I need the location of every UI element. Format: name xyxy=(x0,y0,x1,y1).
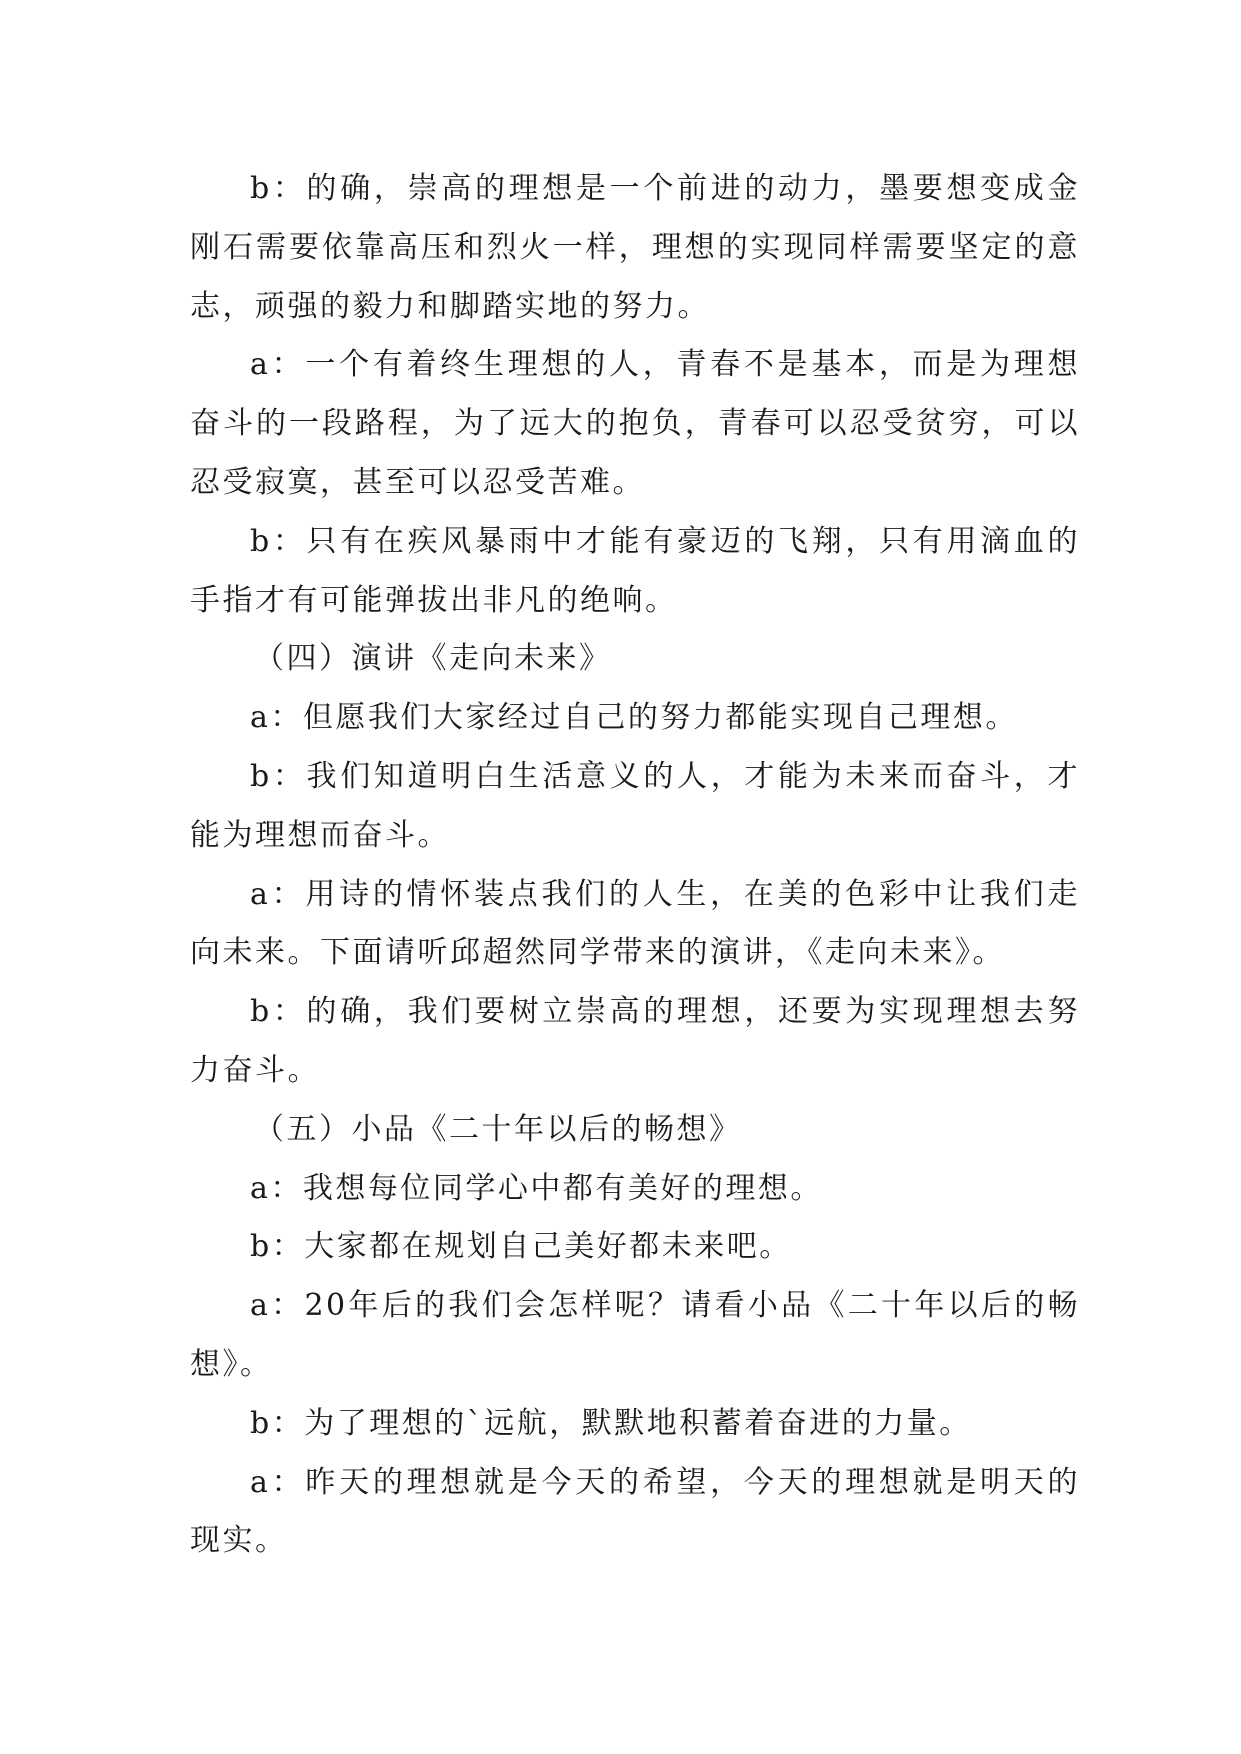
paragraph: a：昨天的理想就是今天的希望，今天的理想就是明天的现实。 xyxy=(190,1464,1080,1559)
paragraph: b：为了理想的`远航，默默地积蓄着奋进的力量。 xyxy=(250,1405,972,1441)
paragraph: b：的确，我们要树立崇高的理想，还要为实现理想去努力奋斗。 xyxy=(190,994,1080,1088)
paragraph: a：但愿我们大家经过自己的努力都能实现自己理想。 xyxy=(250,700,1018,736)
paragraph: b：只有在疾风暴雨中才能有豪迈的飞翔，只有用滴血的手指才有可能弹拔出非凡的绝响。 xyxy=(190,523,1080,618)
section-heading: （五）小品《二十年以后的畅想》 xyxy=(254,1111,742,1147)
paragraph: a：一个有着终生理想的人，青春不是基本，而是为理想奋斗的一段路程，为了远大的抱负，青春可以忍受贫穷，可以忍受寂寞，甚至可以忍受苦难。 xyxy=(190,347,1080,500)
paragraph: b：大家都在规划自己美好都未来吧。 xyxy=(250,1229,792,1265)
paragraph: a：用诗的情怀装点我们的人生，在美的色彩中让我们走向未来。下面请听邱超然同学带来的演讲，《走向未来》。 xyxy=(190,876,1080,971)
document-body xyxy=(190,160,1080,1571)
paragraph: a：我想每位同学心中都有美好的理想。 xyxy=(250,1170,823,1206)
paragraph: b：的确，崇高的理想是一个前进的动力，墨要想变成金刚石需要依靠高压和烈火一样，理想的实现同样需要坚定的意志，顽强的毅力和脚踏实地的努力。 xyxy=(190,171,1080,324)
paragraph: a：20年后的我们会怎样呢？请看小品《二十年以后的畅想》。 xyxy=(190,1288,1080,1382)
paragraph: b：我们知道明白生活意义的人，才能为未来而奋斗，才能为理想而奋斗。 xyxy=(190,758,1080,853)
section-heading: （四）演讲《走向未来》 xyxy=(254,641,612,677)
